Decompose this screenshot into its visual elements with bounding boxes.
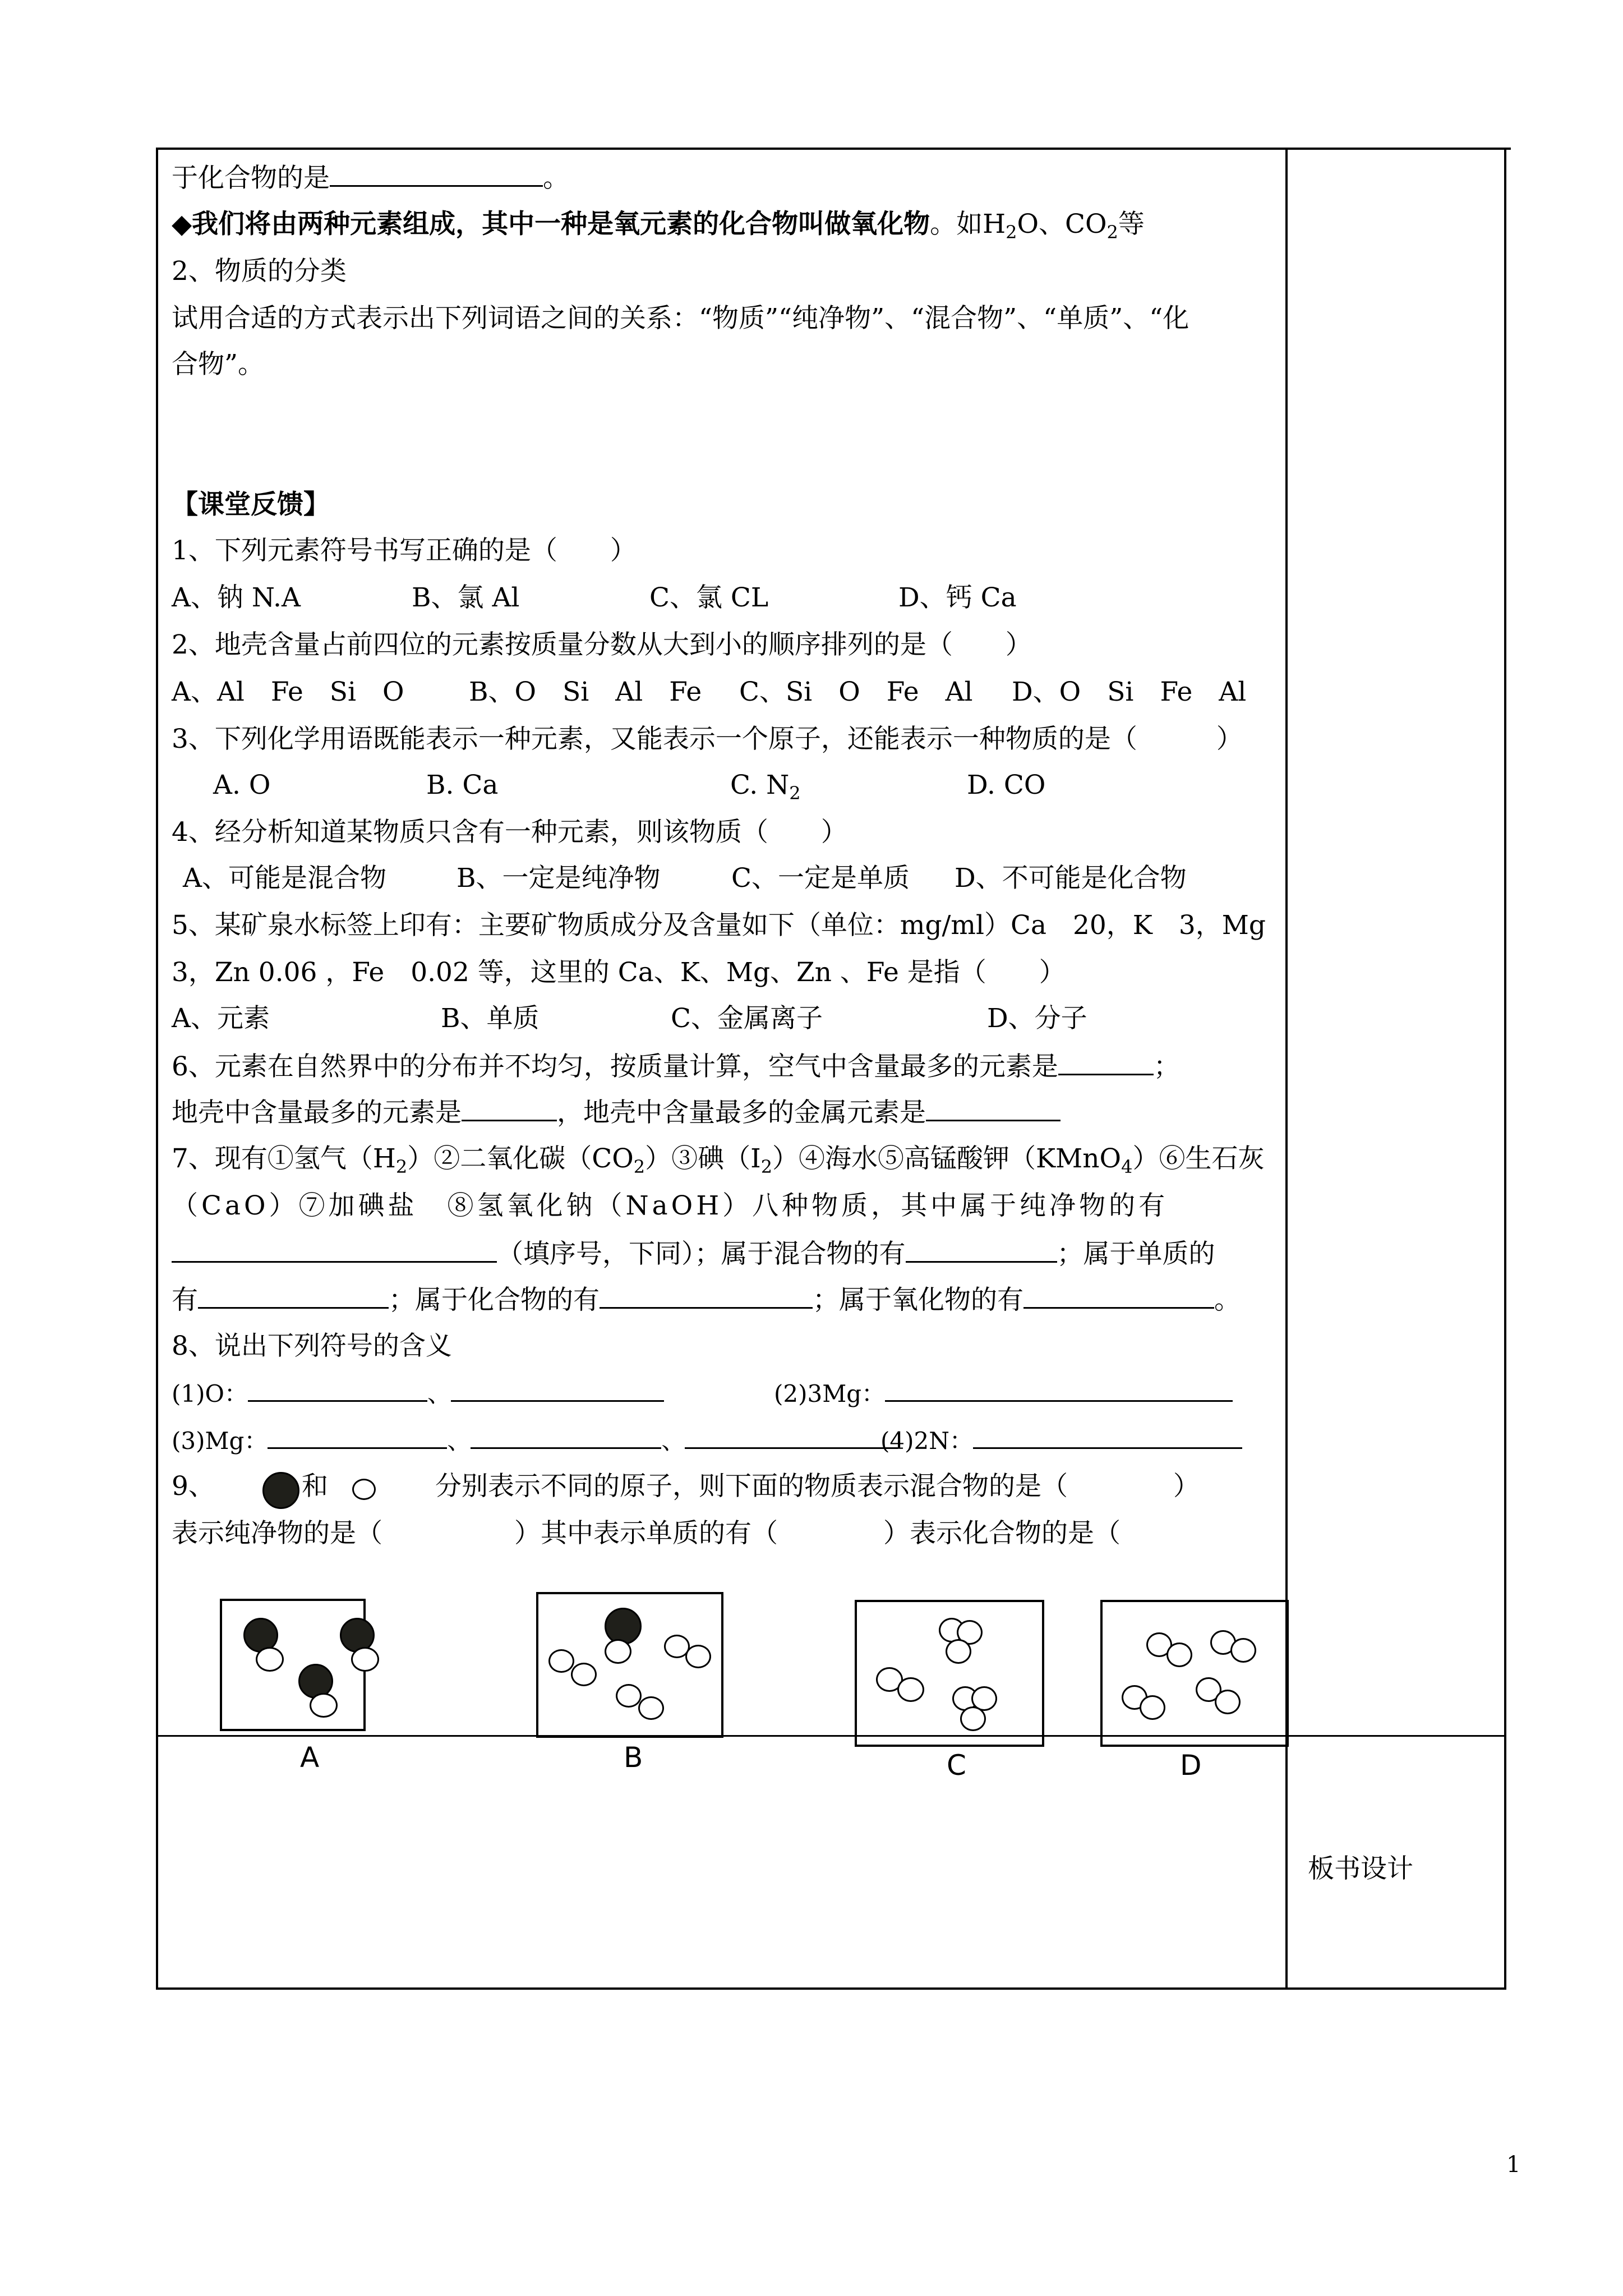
q5-option-b: B、单质 [441, 1003, 540, 1034]
q3-option-d: D. CO [967, 770, 1046, 800]
diagram-label-a: A [300, 1741, 320, 1774]
diagram-label-c: C [947, 1749, 966, 1782]
table-row-divider [156, 1735, 1506, 1737]
q6-line2: 地壳中含量最多的元素是 ，地壳中含量最多的金属元素是 [172, 1095, 1061, 1130]
q7-blank-pure[interactable] [172, 1236, 497, 1263]
q8-row1: (1)O： 、 [172, 1375, 664, 1411]
q2-stem: 2、地壳含量占前四位的元素按质量分数从大到小的顺序排列的是（ ） [172, 629, 1032, 660]
q9-num: 9、 [172, 1471, 215, 1502]
white-atom-icon [960, 1706, 986, 1731]
q6-blank-metal[interactable] [926, 1095, 1061, 1121]
q8-blank-mg2[interactable] [471, 1423, 661, 1449]
q8-blank-mg1[interactable] [268, 1423, 447, 1449]
legend-white-atom-icon [352, 1479, 376, 1500]
white-atom-icon [1215, 1690, 1241, 1714]
q8-stem: 8、说出下列符号的含义 [172, 1331, 452, 1361]
q4-option-d: D、不可能是化合物 [955, 863, 1187, 894]
q1-option-a: A、钠 N.A [172, 582, 301, 613]
q7-blank-mixture[interactable] [906, 1236, 1057, 1263]
white-atom-icon [616, 1684, 642, 1708]
table-right-border [1504, 148, 1506, 1990]
legend-dark-atom-icon [262, 1472, 299, 1509]
q2-option-a: A、Al Fe Si O [172, 677, 404, 707]
diagram-box-a [220, 1599, 366, 1731]
q1-option-d: D、钙 Ca [898, 582, 1017, 613]
white-atom-icon [351, 1647, 379, 1672]
q1-option-b: B、氯 Al [412, 582, 520, 613]
q7-blank-element[interactable] [198, 1282, 389, 1309]
page-number: 1 [1506, 2152, 1521, 2178]
q8-row1-right: (2)3Mg： [774, 1375, 1233, 1411]
intro-line: 于化合物的是 。 [172, 160, 569, 195]
q9-and: 和 [302, 1471, 328, 1502]
q1-option-c: C、氯 CL [649, 582, 769, 613]
q5-option-a: A、元素 [172, 1003, 270, 1034]
q8-blank-o2[interactable] [451, 1375, 664, 1402]
q6-blank-crust[interactable] [462, 1095, 557, 1121]
q5-option-c: C、金属离子 [671, 1003, 823, 1034]
q8-blank-o1[interactable] [248, 1375, 427, 1402]
table-left-border [156, 148, 158, 1990]
q5-line1: 5、某矿泉水标签上印有：主要矿物质成分及含量如下（单位：mg/ml）Ca 20，K 3，Mg [172, 910, 1266, 941]
diagram-label-b: B [624, 1741, 643, 1774]
diagram-label-d: D [1180, 1749, 1202, 1782]
table-bottom-border [156, 1987, 1506, 1990]
section2-line2: 合物”。 [172, 349, 265, 380]
white-atom-icon [946, 1639, 971, 1664]
q7-line3: （填序号，下同）；属于混合物的有 ；属于单质的 [172, 1236, 1215, 1271]
white-atom-icon [310, 1693, 338, 1718]
q2-option-b: B、O Si Al Fe [469, 677, 702, 707]
q5-line2: 3，Zn 0.06 ，Fe 0.02 等，这里的 Ca、K、Mg、Zn 、Fe 是指（ ） [172, 957, 1066, 988]
white-atom-icon [638, 1696, 664, 1720]
q4-stem: 4、经分析知道某物质只含有一种元素，则该物质（ ） [172, 817, 847, 848]
white-atom-icon [256, 1647, 284, 1672]
q2-option-d: D、O Si Fe Al [1012, 677, 1247, 707]
table-top-border [156, 148, 1511, 150]
q9-stem: 分别表示不同的原子，则下面的物质表示混合物的是（ ） [435, 1471, 1200, 1502]
q8-row2: (3)Mg： 、 、 [172, 1423, 898, 1458]
q6-line1: 6、元素在自然界中的分布并不均匀，按质量计算，空气中含量最多的元素是 ； [172, 1049, 1180, 1084]
diagram-box-d [1100, 1600, 1289, 1747]
section2-line1: 试用合适的方式表示出下列词语之间的关系：“物质”“纯净物”、“混合物”、“单质”、“化 [172, 303, 1189, 334]
q4-option-a: A、可能是混合物 [183, 863, 386, 894]
q3-stem: 3、下列化学用语既能表示一种元素，又能表示一个原子，还能表示一种物质的是（ ） [172, 724, 1243, 754]
intro-blank[interactable] [330, 160, 543, 187]
white-atom-icon [685, 1645, 711, 1668]
q3-option-b: B. Ca [426, 770, 499, 800]
q5-option-d: D、分子 [987, 1003, 1087, 1034]
dark-atom-icon [605, 1608, 642, 1645]
q9-line2: 表示纯净物的是（ ）其中表示单质的有（ ）表示化合物的是（ [172, 1518, 1121, 1549]
feedback-title: 【课堂反馈】 [172, 489, 330, 520]
q7-line1: 7、现有①氢气$(H_2)②$二氧化碳$(CO_2)③$碘$(I_2)④$海水⑤高锰酸钾（KMnO$_4$）⑥生石灰 [172, 1143, 1265, 1177]
q7-line4: 有 ；属于化合物的有 ；属于氧化物的有 。 [172, 1282, 1241, 1317]
q7-blank-oxide[interactable] [1023, 1282, 1214, 1309]
section2-title: 2、物质的分类 [172, 256, 347, 287]
oxide-definition: ◆我们将由两种元素组成，其中一种是氧元素的化合物叫做氧化物。如$H_2O$、$CO_2$等 [172, 209, 1145, 243]
white-atom-icon [1230, 1638, 1256, 1663]
q7-blank-compound[interactable] [600, 1282, 813, 1309]
q6-blank-air[interactable] [1058, 1049, 1154, 1075]
q4-option-c: C、一定是单质 [731, 863, 910, 894]
white-atom-icon [548, 1649, 574, 1673]
white-atom-icon [1140, 1695, 1165, 1720]
side-label-board-design: 板书设计 [1308, 1853, 1413, 1884]
q3-option-a: A. O [213, 770, 271, 800]
q2-option-c: C、Si O Fe Al [739, 677, 973, 707]
q1-stem: 1、下列元素符号书写正确的是（ ） [172, 535, 637, 566]
white-atom-icon [605, 1639, 631, 1664]
q7-line2: （CaO）⑦加碘盐 ⑧氢氧化钠（NaOH）八种物质，其中属于纯净物的有 [172, 1190, 1169, 1221]
white-atom-icon [1166, 1642, 1192, 1667]
q4-option-b: B、一定是纯净物 [457, 863, 661, 894]
q3-option-c: C. $N_2$ [730, 770, 801, 804]
q8-row2-right: (4)2N： [880, 1423, 1242, 1458]
q8-blank-2n[interactable] [973, 1423, 1242, 1449]
white-atom-icon [571, 1663, 597, 1686]
q8-blank-3mg[interactable] [885, 1375, 1233, 1402]
q8-blank-mg3[interactable] [685, 1423, 898, 1449]
white-atom-icon [897, 1677, 924, 1702]
